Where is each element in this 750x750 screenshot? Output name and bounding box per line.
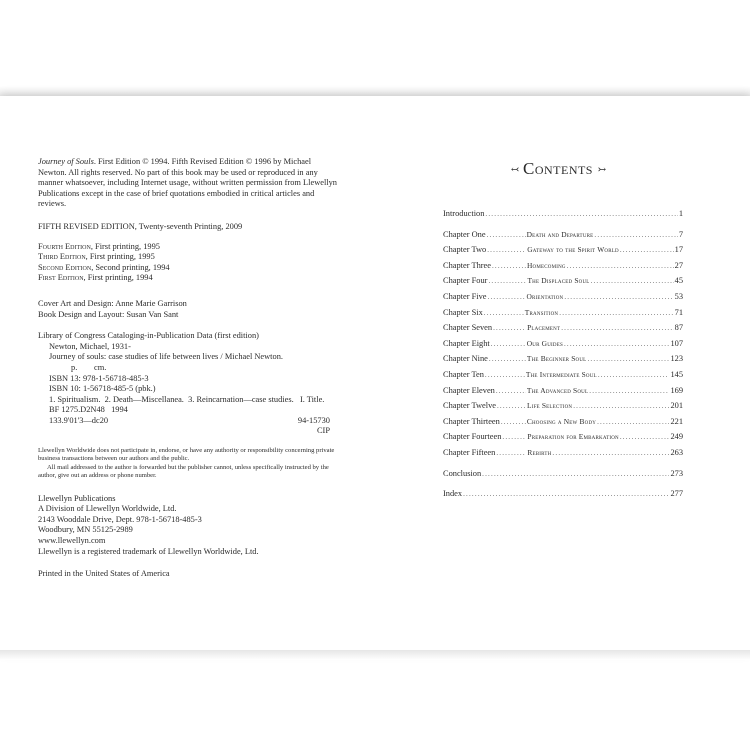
edition-history [38, 242, 338, 284]
copyright-page [38, 157, 338, 580]
dot-leader [487, 231, 526, 239]
publisher-city: Woodbury, MN 55125-2989 [38, 525, 133, 535]
publisher-name: Llewellyn Publications [38, 493, 116, 503]
chapter-title: Homecoming [526, 260, 566, 270]
cip-lccn: 94-15730 [297, 415, 330, 425]
dot-leader [573, 402, 669, 410]
ornament-left-icon: ↢ [510, 164, 519, 176]
page-number: 45 [674, 276, 683, 286]
cip-dewey: 133.9'01'3—dc20 [49, 415, 109, 425]
book-title: Journey of Souls [38, 157, 94, 166]
page-number: 145 [670, 369, 683, 379]
chapter-label: Chapter Three [443, 260, 491, 270]
dot-leader [491, 340, 526, 348]
contents-title: Contents [522, 159, 593, 178]
page-number: 277 [670, 489, 683, 499]
page-number: 249 [670, 432, 683, 442]
dot-leader [589, 387, 669, 395]
copyright-notice [38, 157, 338, 210]
disclaimer-line-1: Llewellyn Worldwide does not participate in, endorse, or have any authority or responsibility concerning private business transactions between our authors and the public. [38, 447, 335, 463]
cover-credit: Cover Art and Design: Anne Marie Garrison [38, 298, 187, 308]
dot-leader [567, 262, 674, 270]
disclaimer-line-2: All mail addressed to the author is forwarded but the publisher cannot, unless specifically instructed by the author, give out an address or phone number. [38, 463, 329, 480]
chapter-label: Chapter Eleven [443, 385, 495, 395]
edition-line: First Edition, First printing, 1994 [38, 273, 153, 283]
chapter-label: Chapter Four [443, 276, 488, 286]
page-number: 263 [670, 447, 683, 457]
disclaimer [38, 447, 338, 481]
chapter-title: Orientation [526, 291, 564, 301]
dot-leader [591, 277, 674, 285]
dot-leader [552, 449, 669, 457]
cip-pages: p. cm. [71, 362, 107, 372]
page-number: 107 [670, 338, 683, 348]
toc-entry-conclusion: Conclusion ..... 273 [443, 469, 683, 485]
chapter-label: Chapter Fourteen [443, 432, 502, 442]
toc-entry-chapter [443, 386, 683, 402]
page-number: 273 [670, 468, 683, 478]
chapter-title: Transition [524, 307, 559, 317]
chapter-label: Chapter Seven [443, 323, 493, 333]
page-number: 53 [674, 291, 683, 301]
publisher-website: www.llewellyn.com [38, 536, 106, 546]
contents-heading [433, 159, 683, 179]
trademark-notice: Llewellyn is a registered trademark of Llewellyn Worldwide, Ltd. [38, 546, 259, 556]
dot-leader [501, 418, 526, 426]
toc-entry-chapter [443, 432, 683, 448]
toc-entry-chapter [443, 245, 683, 261]
dot-leader [564, 293, 673, 301]
chapter-label: Chapter Two [443, 245, 487, 255]
chapter-title: Preparation for Embarkation [527, 432, 619, 442]
dot-leader [620, 246, 674, 254]
chapter-label: Chapter Eight [443, 338, 490, 348]
toc-entry-chapter [443, 308, 683, 324]
toc-entry-chapter [443, 448, 683, 464]
toc-entry-index: Index ..... 277 [443, 489, 683, 505]
chapter-title: The Intermediate Soul [525, 369, 597, 379]
cip-heading: Library of Congress Cataloging-in-Publication Data (first edition) [38, 331, 259, 341]
contents-page [443, 159, 683, 505]
page-number: 123 [670, 354, 683, 364]
page-number: 1 [678, 209, 683, 218]
chapter-title: Placement [527, 323, 561, 333]
dot-leader [587, 355, 669, 363]
chapter-title: The Advanced Soul [526, 385, 589, 395]
page-number: 169 [670, 385, 683, 395]
current-printing: FIFTH REVISED EDITION, Twenty-seventh Printing, 2009 [38, 221, 243, 231]
dot-leader [502, 433, 526, 441]
dot-leader [482, 470, 669, 478]
chapter-title: Death and Departure [526, 229, 594, 239]
page-number: 7 [678, 229, 683, 239]
edition-line: Fourth Edition, First printing, 1995 [38, 241, 160, 251]
dot-leader [564, 340, 669, 348]
chapter-label: Chapter Thirteen [443, 416, 500, 426]
dot-leader [496, 449, 526, 457]
chapter-label: Chapter One [443, 229, 486, 239]
dot-leader [488, 293, 526, 301]
page-number: 201 [670, 401, 683, 411]
dot-leader [598, 371, 670, 379]
chapter-label: Chapter Twelve [443, 401, 496, 411]
chapter-list [443, 230, 683, 464]
dot-leader [597, 418, 669, 426]
toc-entry-chapter [443, 230, 683, 246]
credits [38, 299, 338, 320]
chapter-title: The Displaced Soul [527, 276, 590, 286]
dot-leader [496, 387, 526, 395]
chapter-label: Chapter Nine [443, 354, 488, 364]
page-bottom-shadow [0, 650, 750, 660]
page-number: 71 [674, 307, 683, 317]
toc-entry-chapter [443, 401, 683, 417]
chapter-title: Rebirth [527, 447, 552, 457]
ornament-right-icon: ↣ [597, 164, 606, 176]
dot-leader [561, 324, 673, 332]
dot-leader [489, 355, 526, 363]
chapter-title: Our Guides [526, 338, 563, 348]
dot-leader [463, 490, 669, 498]
toc-entry-introduction: Introduction ..... 1 [443, 209, 683, 225]
toc-entry-chapter [443, 292, 683, 308]
chapter-label: Chapter Six [443, 307, 483, 317]
toc-entry-chapter [443, 417, 683, 433]
printed-in: Printed in the United States of America [38, 569, 170, 579]
chapter-title: Gateway to the Spirit World [527, 245, 619, 255]
cip-call-number: BF 1275.D2N48 1994 [49, 405, 128, 415]
publisher-division: A Division of Llewellyn Worldwide, Ltd. [38, 504, 177, 514]
toc-entry-chapter [443, 276, 683, 292]
dot-leader [488, 277, 526, 285]
dot-leader [485, 210, 677, 218]
dot-leader [594, 231, 677, 239]
cip-author: Newton, Michael, 1931- [49, 341, 131, 351]
chapter-label: Chapter Ten [443, 369, 484, 379]
toc-entry-chapter [443, 370, 683, 386]
dot-leader [485, 371, 525, 379]
edition-line: Second Edition, Second printing, 1994 [38, 262, 170, 272]
chapter-title: Life Selection [526, 401, 573, 411]
dot-leader [497, 402, 526, 410]
page-number: 87 [674, 323, 683, 333]
edition-line: Third Edition, First printing, 1995 [38, 252, 155, 262]
toc-entry-chapter [443, 261, 683, 277]
cip-subjects: 1. Spiritualism. 2. Death—Miscellanea. 3. Reincarnation—case studies. I. Title. [49, 394, 325, 404]
toc-entry-chapter [443, 323, 683, 339]
design-credit: Book Design and Layout: Susan Van Sant [38, 309, 179, 319]
toc-entry-chapter [443, 354, 683, 370]
cip-isbn13: ISBN 13: 978-1-56718-485-3 [49, 373, 149, 383]
page-number: 221 [670, 416, 683, 426]
dot-leader [484, 309, 524, 317]
cip-isbn10: ISBN 10: 1-56718-485-5 (pbk.) [49, 384, 156, 394]
dot-leader [620, 433, 670, 441]
dot-leader [492, 262, 526, 270]
page-number: 27 [674, 260, 683, 270]
chapter-title: The Beginner Soul [526, 354, 587, 364]
dot-leader [493, 324, 526, 332]
publisher-address: 2143 Wooddale Drive, Dept. 978-1-56718-485-3 [38, 514, 202, 524]
chapter-label: Chapter Fifteen [443, 447, 496, 457]
dot-leader [559, 309, 673, 317]
chapter-title: Choosing a New Body [526, 416, 597, 426]
cip-title: Journey of souls: case studies of life between lives / Michael Newton. [49, 352, 283, 362]
toc-entry-chapter [443, 339, 683, 355]
cip-data [38, 331, 338, 437]
copyright-text: . First Edition © 1994. Fifth Revised Edition © 1996 by Michael Newton. All rights reserved. No part of this book may be used or reproduced in any manner whatsoever, including Internet usage, without written permission from Llewellyn Publications except in the case of brief quotations embodied in critical articles and reviews. [38, 157, 337, 209]
page-number: 17 [674, 245, 683, 255]
publisher-info [38, 494, 338, 558]
chapter-label: Chapter Five [443, 291, 487, 301]
cip-label: CIP [316, 426, 330, 436]
dot-leader [487, 246, 526, 254]
